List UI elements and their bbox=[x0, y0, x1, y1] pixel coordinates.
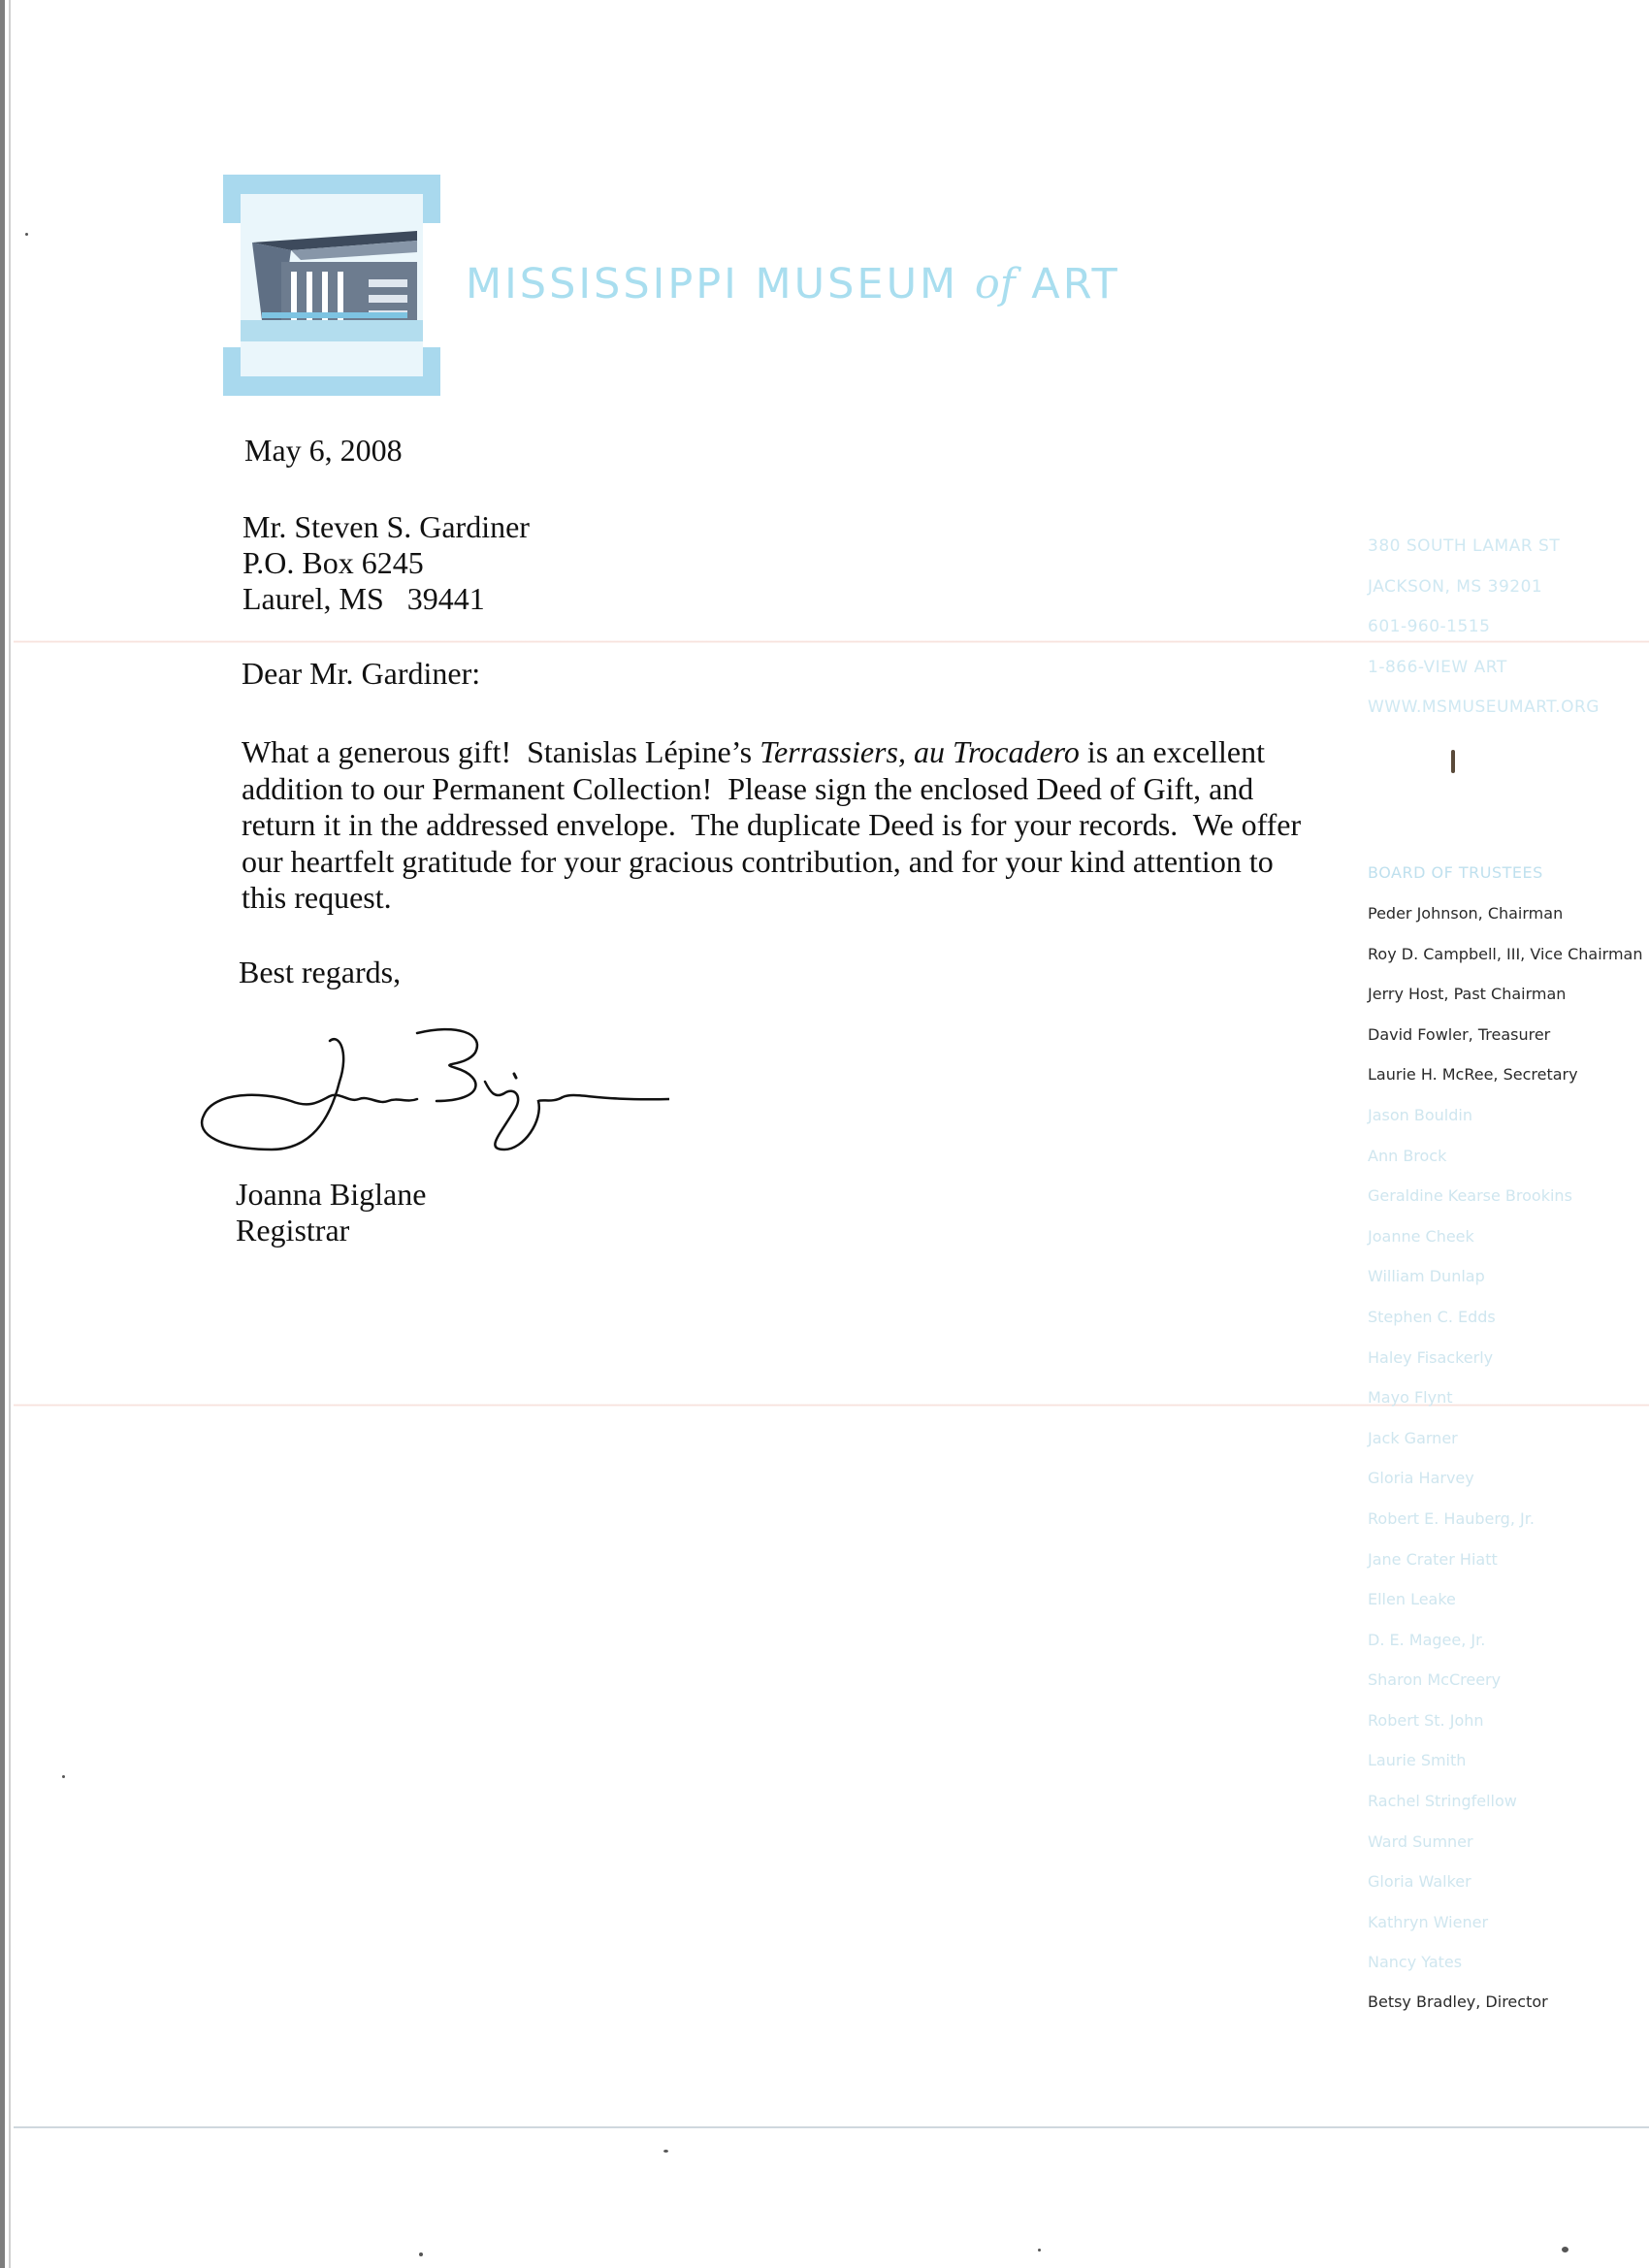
paper-mark bbox=[1451, 750, 1455, 773]
museum-name-part: MISSISSIPPI MUSEUM bbox=[466, 260, 975, 308]
salutation: Dear Mr. Gardiner: bbox=[242, 656, 481, 691]
scan-bottom-edge bbox=[14, 2126, 1649, 2128]
trustee-name: Laurie Smith bbox=[1368, 1751, 1467, 1770]
trustee-name: Jerry Host, Past Chairman bbox=[1368, 985, 1567, 1004]
trustee-name: Haley Fisackerly bbox=[1368, 1347, 1494, 1367]
trustee-name: Jason Bouldin bbox=[1368, 1105, 1472, 1124]
body-text-part: is an excellent addition to our Permanent Collection! Please sign the enclosed Deed of Gift, and return it in the addressed envelope. The duplicate Deed is for your records. We offer our heartfelt gratitude for your gracious contribution, and for your kind attention to this request. bbox=[242, 734, 1310, 915]
museum-contact-block bbox=[1368, 532, 1600, 733]
museum-logo-icon bbox=[223, 175, 440, 396]
trustee-name: D. E. Magee, Jr. bbox=[1368, 1630, 1486, 1649]
scan-speck bbox=[419, 2252, 423, 2256]
trustee-name: David Fowler, Treasurer bbox=[1368, 1024, 1551, 1044]
museum-name-part: ART bbox=[1015, 260, 1120, 308]
contact-tollfree: 1-866-VIEW ART bbox=[1368, 657, 1507, 677]
scan-speck bbox=[1038, 2249, 1041, 2252]
trustee-name: Robert E. Hauberg, Jr. bbox=[1368, 1508, 1535, 1528]
contact-website: WWW.MSMUSEUMART.ORG bbox=[1368, 697, 1600, 717]
trustee-name: Peder Johnson, Chairman bbox=[1368, 904, 1564, 923]
board-title: BOARD OF TRUSTEES bbox=[1368, 863, 1543, 882]
handwritten-signature bbox=[194, 1023, 669, 1169]
signer-title: Registrar bbox=[236, 1213, 350, 1247]
recipient-name: Mr. Steven S. Gardiner bbox=[242, 509, 530, 544]
trustee-name: Mayo Flynt bbox=[1368, 1388, 1453, 1408]
trustee-name: Rachel Stringfellow bbox=[1368, 1792, 1517, 1811]
signer-block bbox=[236, 1177, 426, 1248]
scan-speck bbox=[663, 2150, 668, 2153]
trustee-name: Sharon McCreery bbox=[1368, 1670, 1502, 1690]
scan-left-edge-shadow bbox=[9, 0, 11, 2268]
scan-left-edge bbox=[0, 0, 5, 2268]
letter-body bbox=[242, 734, 1309, 917]
trustee-list bbox=[1368, 902, 1643, 1992]
trustee-name: Ward Sumner bbox=[1368, 1831, 1473, 1851]
trustee-name: Kathryn Wiener bbox=[1368, 1912, 1489, 1931]
trustee-name: William Dunlap bbox=[1368, 1267, 1485, 1286]
trustee-name: Jack Garner bbox=[1368, 1428, 1458, 1447]
recipient-city: Laurel, MS 39441 bbox=[242, 581, 485, 616]
signer-name: Joanna Biglane bbox=[236, 1177, 427, 1212]
letter-date: May 6, 2008 bbox=[244, 433, 403, 468]
artwork-title: Terrassiers, au Trocadero bbox=[760, 734, 1080, 769]
trustee-name: Ellen Leake bbox=[1368, 1590, 1456, 1609]
contact-phone: 601-960-1515 bbox=[1368, 617, 1491, 636]
scan-speck bbox=[1562, 2247, 1568, 2252]
trustee-name: Nancy Yates bbox=[1368, 1953, 1463, 1972]
museum-director: Betsy Bradley, Director bbox=[1368, 1993, 1548, 2011]
scan-speck bbox=[25, 233, 28, 236]
museum-name-wordmark bbox=[466, 260, 1120, 308]
trustee-name: Jane Crater Hiatt bbox=[1368, 1549, 1498, 1569]
recipient-address bbox=[242, 509, 530, 617]
recipient-po-box: P.O. Box 6245 bbox=[242, 545, 424, 580]
board-of-trustees bbox=[1368, 861, 1643, 1992]
contact-city: JACKSON, MS 39201 bbox=[1368, 576, 1543, 597]
trustee-name: Joanne Cheek bbox=[1368, 1226, 1474, 1246]
contact-street: 380 SOUTH LAMAR ST bbox=[1368, 536, 1561, 556]
trustee-name: Laurie H. McRee, Secretary bbox=[1368, 1065, 1578, 1085]
closing: Best regards, bbox=[239, 955, 402, 989]
trustee-name: Gloria Walker bbox=[1368, 1872, 1471, 1892]
trustee-name: Gloria Harvey bbox=[1368, 1469, 1474, 1488]
trustee-name: Ann Brock bbox=[1368, 1146, 1447, 1165]
body-text-part: What a generous gift! Stanislas Lépine’s bbox=[242, 734, 760, 769]
trustee-name: Robert St. John bbox=[1368, 1710, 1484, 1730]
trustee-name: Geraldine Kearse Brookins bbox=[1368, 1186, 1572, 1206]
museum-name-of: of bbox=[974, 260, 1016, 308]
trustee-name: Roy D. Campbell, III, Vice Chairman bbox=[1368, 944, 1643, 963]
scan-speck bbox=[62, 1775, 65, 1778]
trustee-name: Stephen C. Edds bbox=[1368, 1307, 1496, 1326]
